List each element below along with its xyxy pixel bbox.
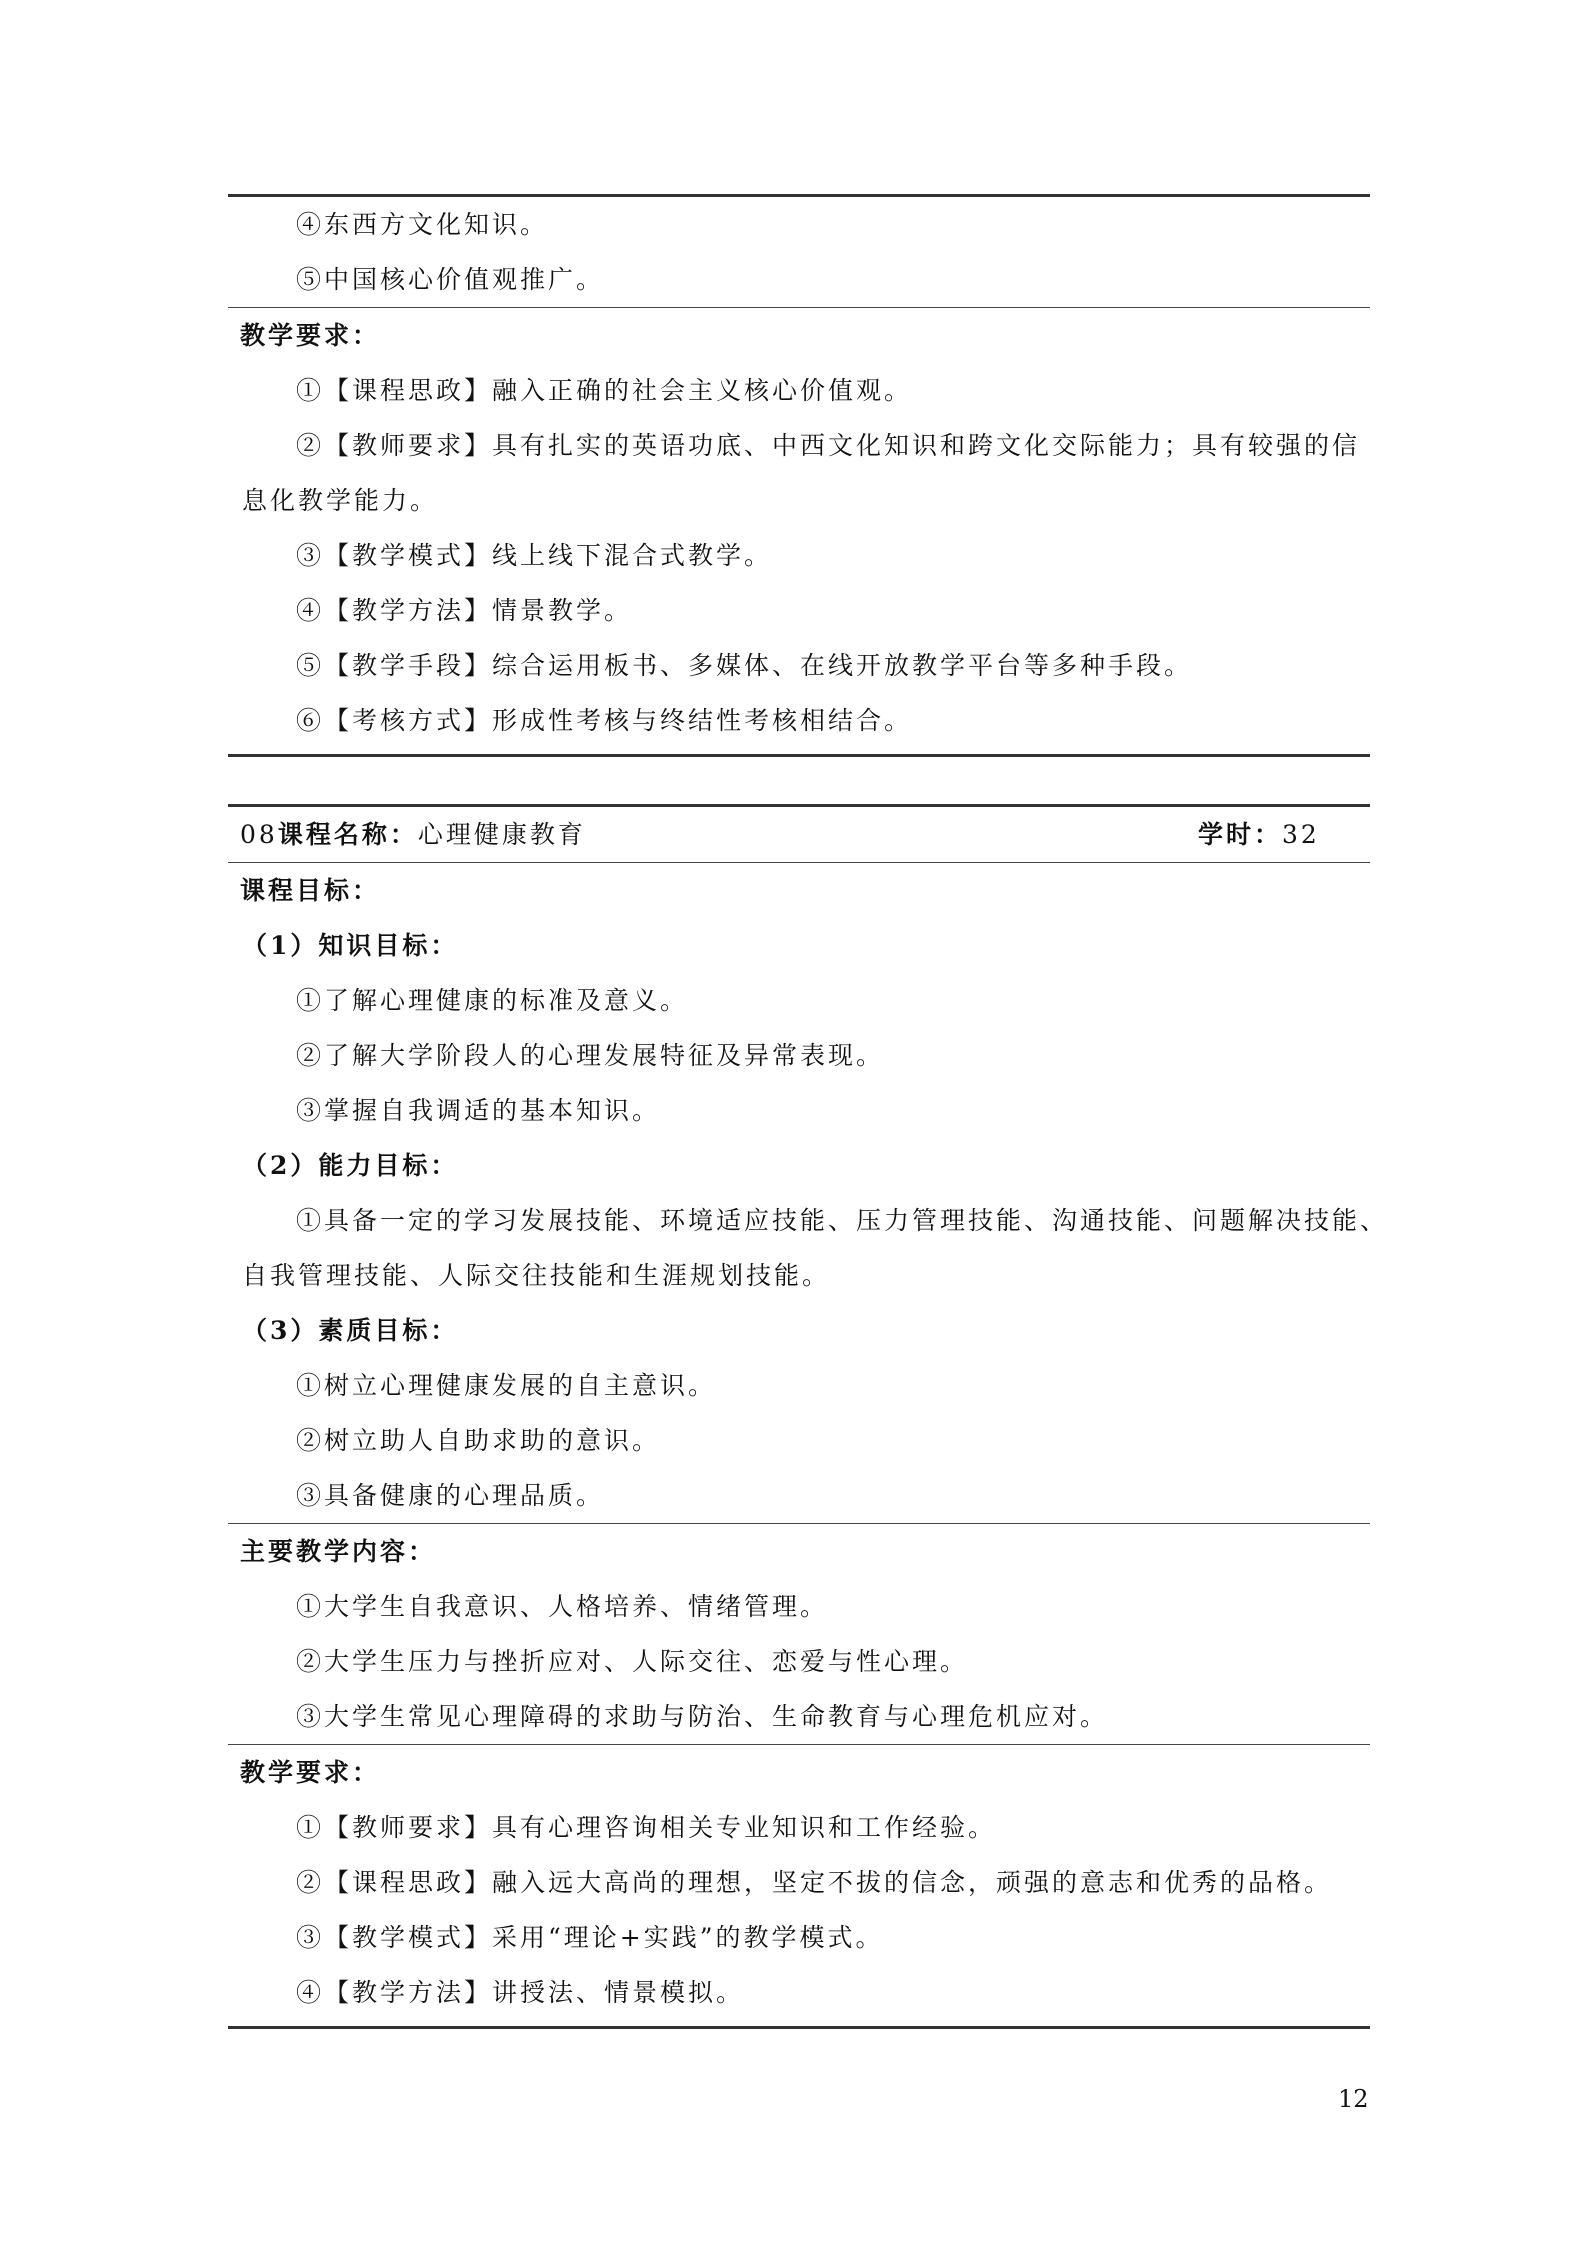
hours-label: 学时： <box>1198 820 1283 849</box>
course-number: 08 <box>240 820 278 849</box>
knowledge-heading: （1）知识目标： <box>242 931 459 960</box>
requirements-heading: 教学要求： <box>240 1758 381 1787</box>
requirement-item: ②【课程思政】融入远大高尚的理想，坚定不拔的信念，顽强的意志和优秀的品格。 <box>296 1868 1333 1897</box>
quality-item: ①树立心理健康发展的自主意识。 <box>296 1371 717 1400</box>
requirement-item: ④【教学方法】情景教学。 <box>296 596 633 625</box>
requirement-item: ④【教学方法】讲授法、情景模拟。 <box>296 1978 745 2007</box>
content-item: ②大学生压力与挫折应对、人际交往、恋爱与性心理。 <box>296 1647 969 1676</box>
hours-value: 32 <box>1282 820 1320 849</box>
ability-item-continued: 自我管理技能、人际交往技能和生涯规划技能。 <box>242 1261 831 1290</box>
course-hours <box>1198 807 1320 862</box>
table-bottom-rule <box>228 754 1370 757</box>
content-item: ⑤中国核心价值观推广。 <box>296 265 605 294</box>
course-name: 心理健康教育 <box>417 820 586 849</box>
content-item: ④东西方文化知识。 <box>296 210 549 239</box>
requirement-item-continued: 息化教学能力。 <box>242 486 439 515</box>
course-name-label: 课程名称： <box>277 820 418 849</box>
knowledge-item: ①了解心理健康的标准及意义。 <box>296 986 689 1015</box>
table-bottom-rule <box>228 2026 1370 2029</box>
knowledge-item: ②了解大学阶段人的心理发展特征及异常表现。 <box>296 1041 885 1070</box>
requirement-item: ⑤【教学手段】综合运用板书、多媒体、在线开放教学平台等多种手段。 <box>296 651 1193 680</box>
requirement-item: ③【教学模式】线上线下混合式教学。 <box>296 541 773 570</box>
course-block-previous <box>228 194 1370 757</box>
requirement-item: ②【教师要求】具有扎实的英语功底、中西文化知识和跨文化交际能力；具有较强的信 <box>296 431 1361 460</box>
ability-heading: （2）能力目标： <box>242 1151 459 1180</box>
content-item: ①大学生自我意识、人格培养、情绪管理。 <box>296 1592 829 1621</box>
ability-item: ①具备一定的学习发展技能、环境适应技能、压力管理技能、沟通技能、问题解决技能、 <box>296 1206 1389 1235</box>
objectives-heading: 课程目标： <box>240 876 381 905</box>
requirements-heading: 教学要求： <box>240 321 381 350</box>
requirement-item: ①【教师要求】具有心理咨询相关专业知识和工作经验。 <box>296 1813 997 1842</box>
content-item: ③大学生常见心理障碍的求助与防治、生命教育与心理危机应对。 <box>296 1702 1109 1731</box>
requirement-item: ①【课程思政】融入正确的社会主义核心价值观。 <box>296 376 913 405</box>
content-heading: 主要教学内容： <box>240 1537 437 1566</box>
quality-item: ③具备健康的心理品质。 <box>296 1481 605 1510</box>
course-block-08 <box>228 804 1389 2029</box>
course-header-row <box>228 807 1370 862</box>
quality-item: ②树立助人自助求助的意识。 <box>296 1426 661 1455</box>
page-number: 12 <box>1338 2085 1369 2113</box>
quality-heading: （3）素质目标： <box>242 1316 459 1345</box>
requirement-item: ⑥【考核方式】形成性考核与终结性考核相结合。 <box>296 706 913 735</box>
knowledge-item: ③掌握自我调适的基本知识。 <box>296 1096 661 1125</box>
requirement-item: ③【教学模式】采用“理论+实践”的教学模式。 <box>296 1923 884 1952</box>
